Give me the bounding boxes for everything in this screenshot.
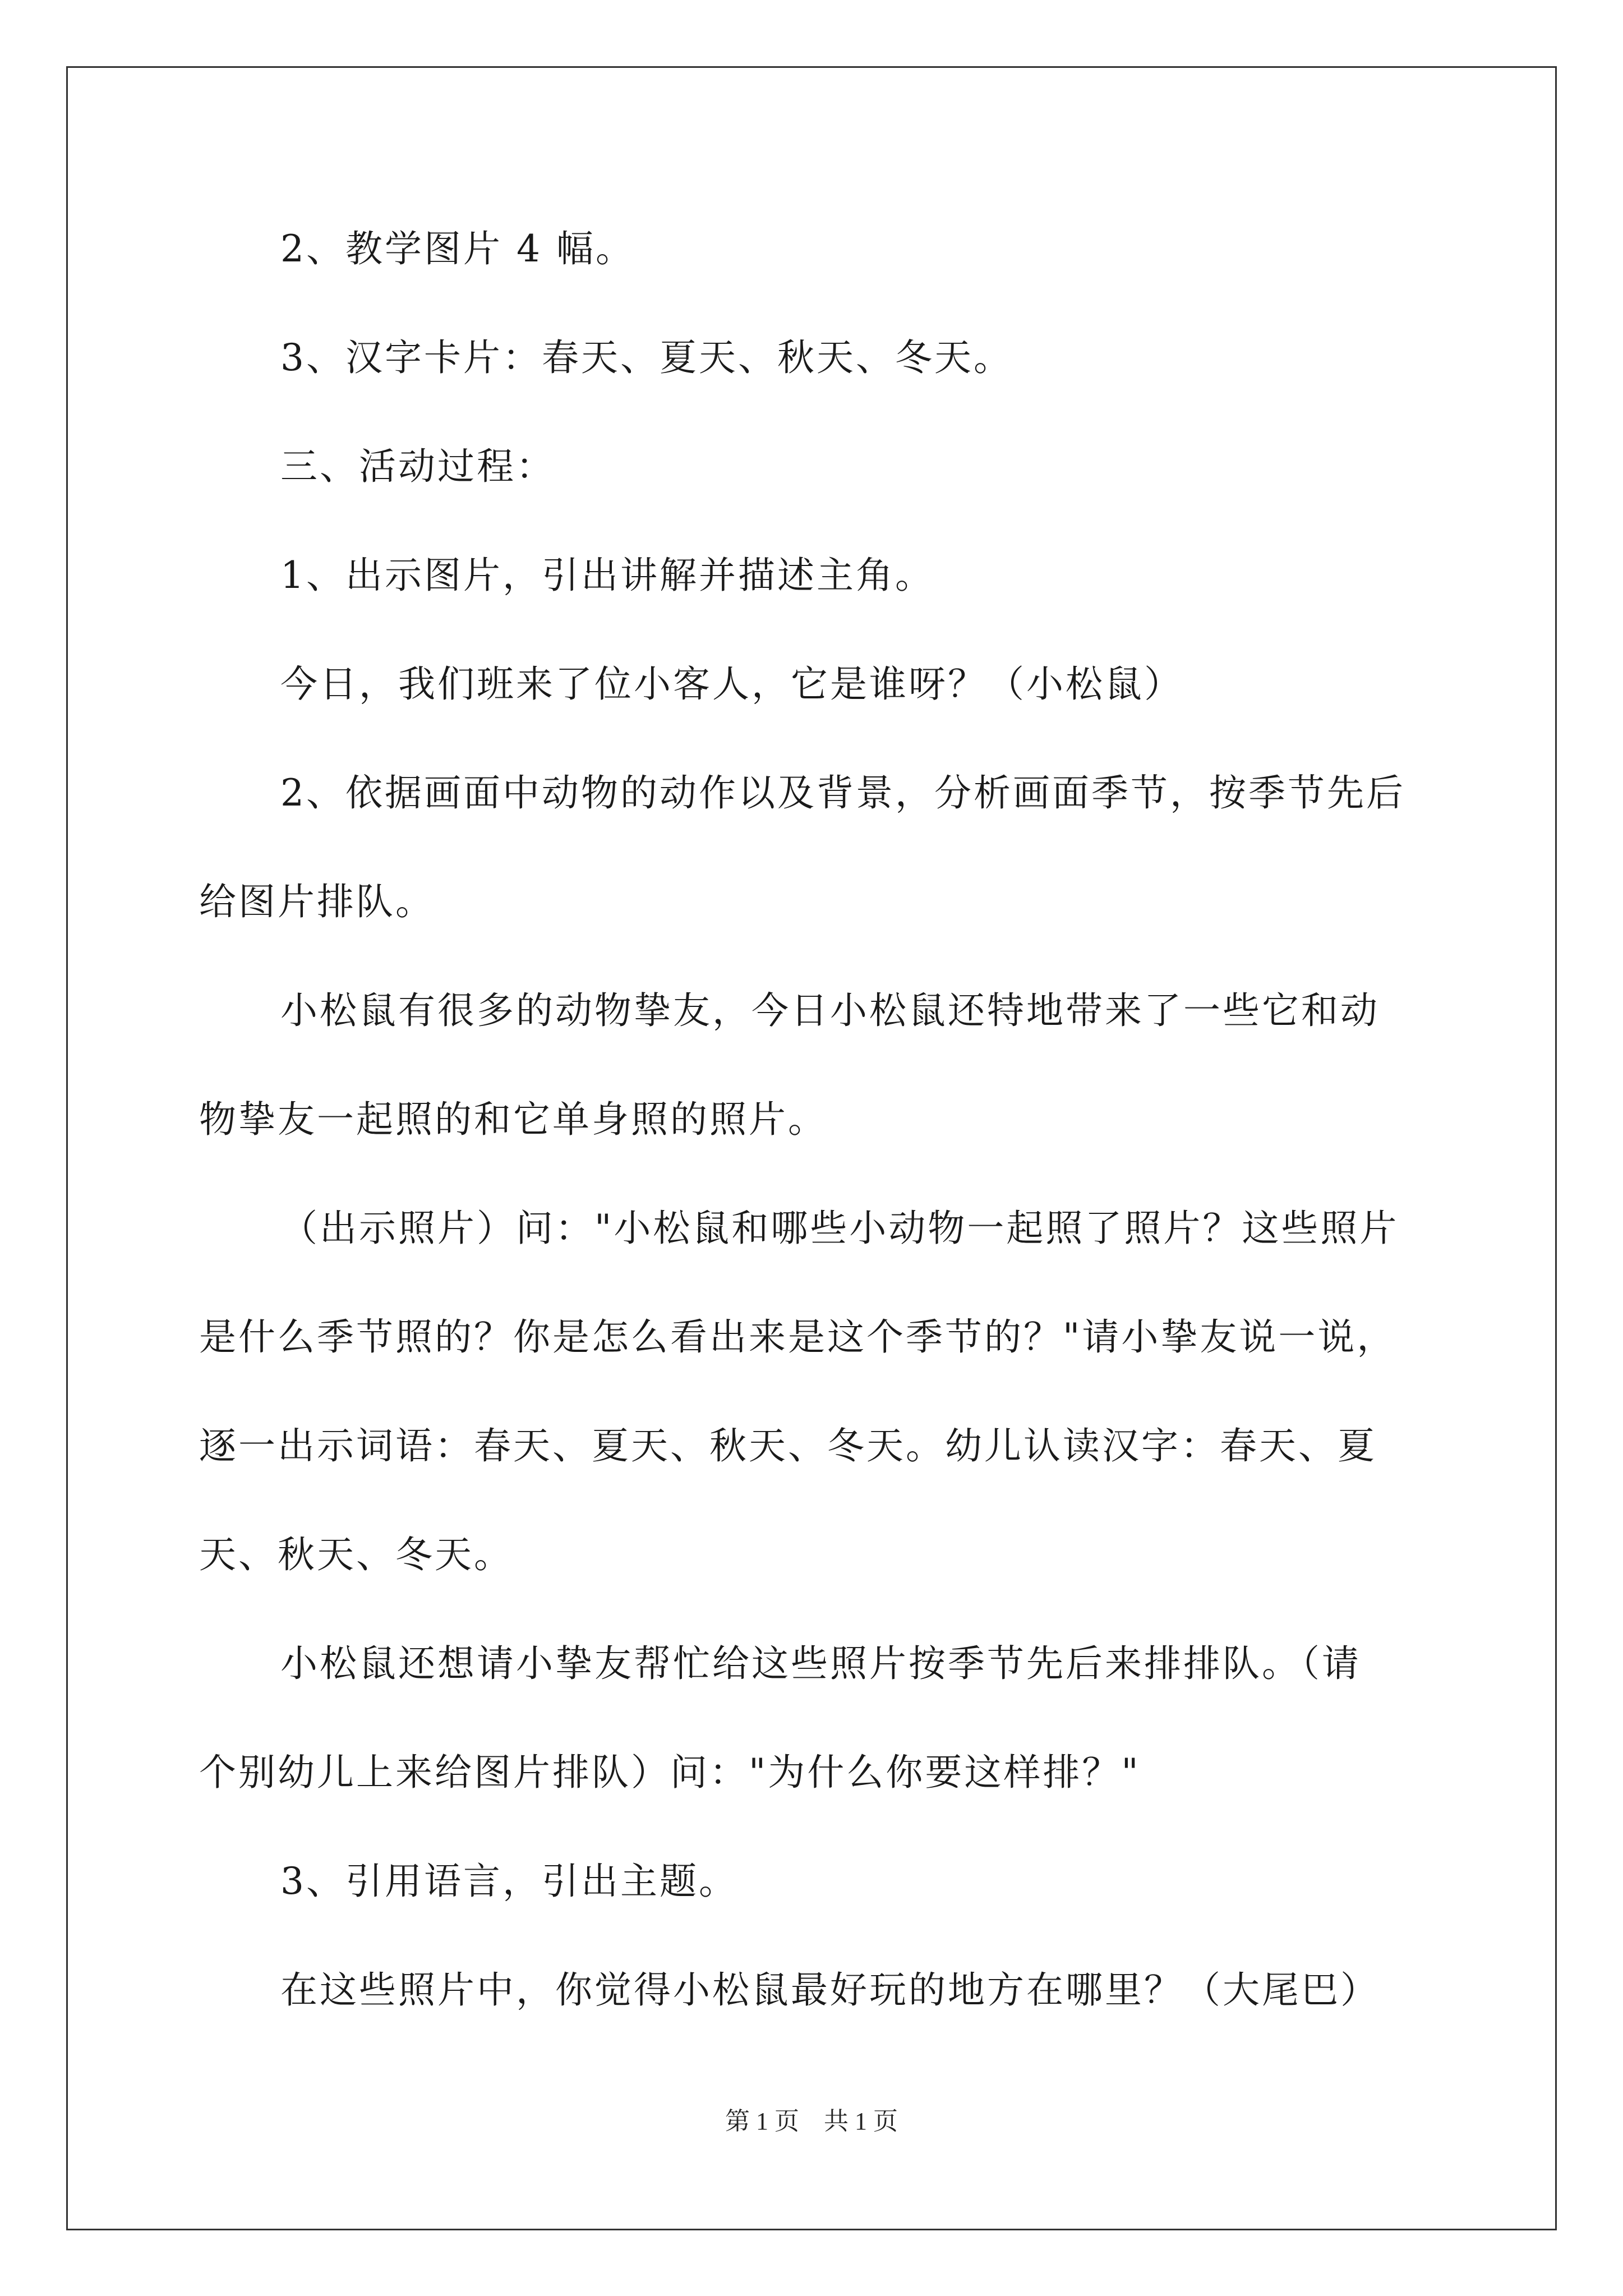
text-line-4: 1、出示图片，引出讲解并描述主角。 (280, 554, 934, 597)
text-line-7: 给图片排队。 (199, 880, 435, 923)
text-line-5: 今日，我们班来了位小客人，它是谁呀？（小松鼠） (280, 662, 1183, 706)
page-footer: 第 1 页 共 1 页 (725, 2108, 898, 2135)
text-line-11: 是什么季节照的？你是怎么看出来是这个季节的？"请小挚友说一说， (199, 1315, 1396, 1359)
text-line-10: （出示照片）问："小松鼠和哪些小动物一起照了照片？这些照片 (280, 1207, 1399, 1250)
text-line-13: 天、秋天、冬天。 (199, 1533, 513, 1576)
text-line-2: 3、汉字卡片：春天、夏天、秋天、冬天。 (280, 336, 1013, 379)
page-border (66, 66, 1557, 2230)
text-line-1: 2、教学图片 4 幅。 (280, 227, 635, 270)
text-line-9: 物挚友一起照的和它单身照的照片。 (199, 1098, 827, 1141)
text-line-17: 在这些照片中，你觉得小松鼠最好玩的地方在哪里？（大尾巴） (280, 1968, 1380, 2012)
text-line-16: 3、引用语言，引出主题。 (280, 1860, 738, 1903)
text-line-14: 小松鼠还想请小挚友帮忙给这些照片按季节先后来排排队。（请 (280, 1642, 1361, 1685)
text-line-6: 2、依据画面中动物的动作以及背景，分析画面季节，按季节先后 (280, 771, 1405, 815)
text-line-12: 逐一出示词语：春天、夏天、秋天、冬天。幼儿认读汉字：春天、夏 (199, 1424, 1377, 1467)
text-line-8: 小松鼠有很多的动物挚友，今日小松鼠还特地带来了一些它和动 (280, 989, 1380, 1032)
text-line-15: 个别幼儿上来给图片排队）问："为什么你要这样排？" (199, 1751, 1141, 1794)
section-heading: 三、活动过程： (280, 445, 555, 488)
